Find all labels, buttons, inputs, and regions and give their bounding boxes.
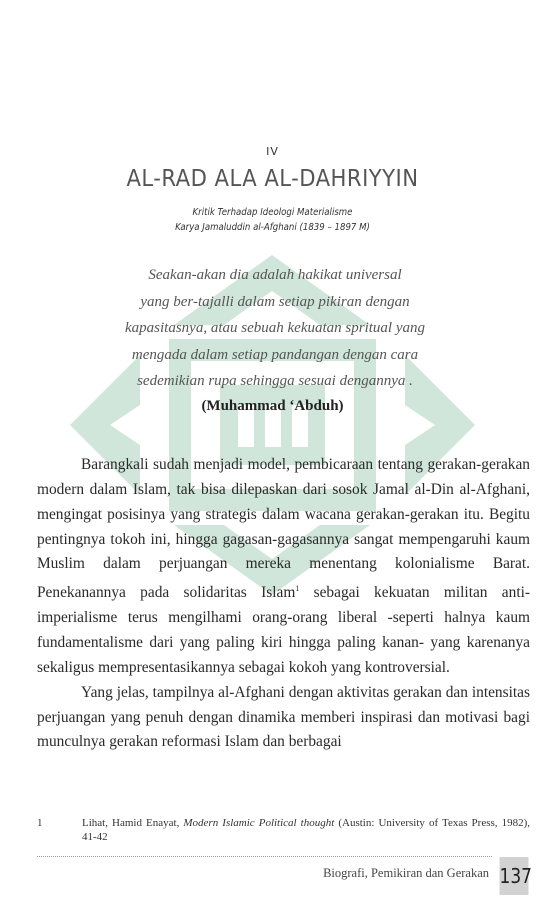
footer-divider [37,856,492,857]
running-title: Biografi, Pemikiran dan Gerakan [323,866,489,880]
epigraph-line: kapasitasnya, atau sebuah kekuatan spritual yang [125,320,425,336]
chapter-title: AL-RAD ALA AL-DAHRIYYIN [126,166,419,192]
chapter-subtitle-line1: Kritik Terhadap Ideologi Materialisme [192,207,353,218]
epigraph-quote [60,262,490,395]
epigraph-attribution: (Muhammad ‘Abduh) [201,398,344,414]
footnote-text-part: Lihat, Hamid Enayat, [82,817,184,829]
footnote-number: 1 [37,817,43,829]
epigraph-line: Seakan-akan dia adalah hakikat universal [148,267,402,283]
paragraph-text: sebagai kekuatan militan anti-imperialisme terus mengilhami orang-orang liberal -seperti halnya kaum fundamentalisme dari yang paling kiri hingga paling kanan- yang karenanya sekaligus mempresentasikannya sebagai kokoh yang kontroversial. [37,584,530,676]
chapter-number: IV [266,145,279,158]
epigraph-line: sedemikian rupa sehingga sesuai dengannya . [137,373,413,389]
chapter-subtitle-line2: Karya Jamaluddin al-Afghani (1839 – 1897 M) [175,222,370,233]
epigraph-line: mengada dalam setiap pandangan dengan cara [131,346,419,363]
footnote-text [82,816,530,844]
paragraph-text: Barangkali sudah menjadi model, pembicaraan tentang gerakan-gerakan modern dalam Islam, tak bisa dilepaskan dari sosok Jamal al-Din al-Afghani, mengingat posisinya yang strategis dalam wacana gerakan-gerakan itu. Begitu pentingnya tokoh ini, hingga gagasan-gagasannya sangat mempengaruhi kaum Muslim dalam perjuangan mereka menentang kolonialisme Barat. Penekanannya pada solidaritas Islam [37,456,530,602]
page-number: 137 [500,857,529,895]
paragraph [37,453,530,681]
epigraph-line: yang ber-tajalli dalam setiap pikiran dengan [140,293,410,310]
footnote [37,816,530,844]
footnote-marker[interactable]: 1 [295,584,300,594]
footnote-book-title: Modern Islamic Political thought [183,817,335,829]
paragraph: Yang jelas, tampilnya al-Afghani dengan aktivitas gerakan dan intensitas perjuangan yang penuh dengan dinamika memberi inspirasi dan motivasi bagi munculnya gerakan reformasi Islam dan berbagai [37,683,530,751]
body-text [37,453,530,755]
footnote-text-part: (Austin: University of Texas Press, 1982), 41-42 [82,817,530,843]
